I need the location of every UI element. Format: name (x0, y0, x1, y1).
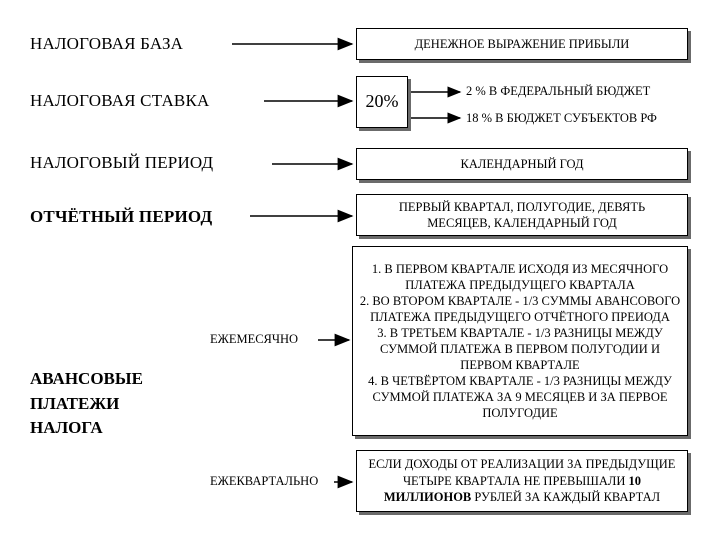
monthly-rule-4: 4. В ЧЕТВЁРТОМ КВАРТАЛЕ - 1/3 РАЗНИЦЫ МЕЖДУ СУММОЙ ПЛАТЕЖА ЗА 9 МЕСЯЦЕВ И ЗА ПЕРВОЕ ПОЛУГОДИЕ (368, 374, 672, 420)
label-advance-line-2: ПЛАТЕЖИ (30, 393, 120, 413)
rate-regional: 18 % В БЮДЖЕТ СУБЪЕКТОВ РФ (466, 111, 657, 125)
box-quarterly-rule (356, 450, 688, 512)
box-reporting-period: ПЕРВЫЙ КВАРТАЛ, ПОЛУГОДИЕ, ДЕВЯТЬ МЕСЯЦЕВ, КАЛЕНДАРНЫЙ ГОД (356, 194, 688, 236)
monthly-rule-3: 3. В ТРЕТЬЕМ КВАРТАЛЕ - 1/3 РАЗНИЦЫ МЕЖДУ СУММОЙ ПЛАТЕЖА В ПЕРВОМ ПОЛУГОДИИ И ПЕРВОМ КВАРТАЛЕ (377, 326, 663, 372)
box-tax-period: КАЛЕНДАРНЫЙ ГОД (356, 148, 688, 180)
label-tax-rate: НАЛОГОВАЯ СТАВКА (30, 91, 210, 110)
rate-federal: 2 % В ФЕДЕРАЛЬНЫЙ БЮДЖЕТ (466, 84, 651, 98)
box-tax-base: ДЕНЕЖНОЕ ВЫРАЖЕНИЕ ПРИБЫЛИ (356, 28, 688, 60)
monthly-rule-1: 1. В ПЕРВОМ КВАРТАЛЕ ИСХОДЯ ИЗ МЕСЯЧНОГО ПЛАТЕЖА ПРЕДЫДУЩЕГО КВАРТАЛА (371, 262, 669, 292)
quarterly-rule-text-after: РУБЛЕЙ ЗА КАЖДЫЙ КВАРТАЛ (474, 490, 661, 505)
label-advance-line-1: АВАНСОВЫЕ (30, 369, 143, 388)
label-tax-base: НАЛОГОВАЯ БАЗА (30, 34, 184, 53)
box-rate-total: 20% (356, 76, 408, 128)
label-quarterly: ЕЖЕКВАРТАЛЬНО (210, 474, 319, 488)
label-monthly: ЕЖЕМЕСЯЧНО (210, 332, 299, 346)
quarterly-rule-text-before: ЕСЛИ ДОХОДЫ ОТ РЕАЛИЗАЦИИ ЗА ПРЕДЫДУЩИЕ ЧЕТЫРЕ КВАРТАЛА НЕ ПРЕВЫШАЛИ (368, 456, 676, 488)
monthly-rule-2: 2. ВО ВТОРОМ КВАРТАЛЕ - 1/3 СУММЫ АВАНСОВОГО ПЛАТЕЖА ПРЕДЫДУЩЕГО ОТЧЁТНОГО ПРЕИОДА (359, 294, 681, 324)
label-tax-period: НАЛОГОВЫЙ ПЕРИОД (30, 153, 214, 172)
quarterly-rule-amount: 10 МИЛЛИОНОВ (383, 473, 642, 505)
label-reporting-period: ОТЧЁТНЫЙ ПЕРИОД (30, 207, 213, 226)
label-advance-line-3: НАЛОГА (30, 418, 103, 438)
label-advance-payments (30, 367, 143, 441)
box-monthly-rules (352, 246, 688, 436)
